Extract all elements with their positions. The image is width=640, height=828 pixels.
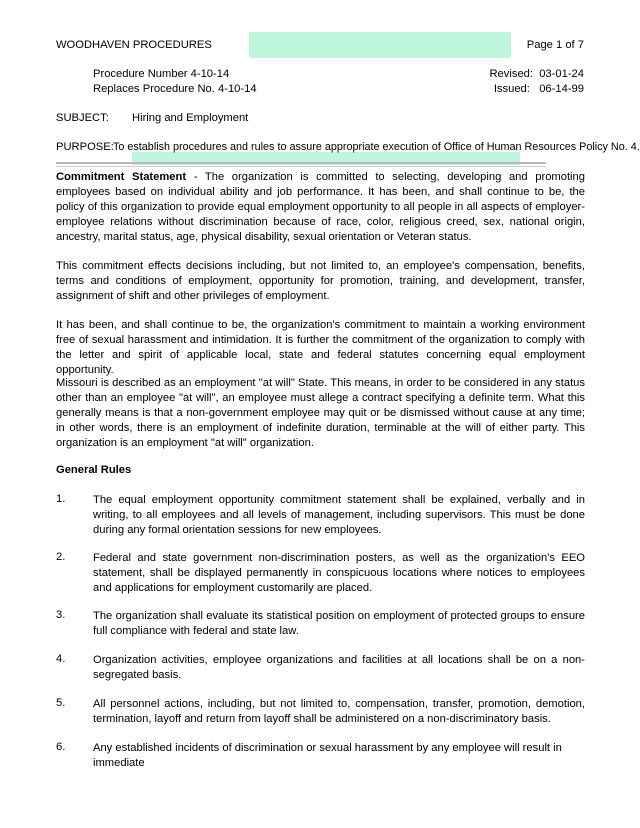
section-divider: [56, 162, 546, 164]
rule-number: 6.: [56, 741, 66, 753]
subject-label: SUBJECT:: [56, 112, 109, 124]
procedure-number: Procedure Number 4-10-14: [93, 68, 230, 80]
rule-number: 2.: [56, 551, 66, 563]
rule-number: 1.: [56, 493, 66, 505]
header-org: WOODHAVEN PROCEDURES: [56, 39, 212, 51]
purpose-label: PURPOSE:: [56, 141, 114, 153]
rule-text: The organization shall evaluate its statistical position on employment of protected groups to ensure full compliance with federal and state law.: [93, 610, 585, 637]
commitment-heading: Commitment Statement: [56, 171, 187, 183]
issued-date: Issued: 06-14-99: [493, 83, 584, 95]
rule-number: 5.: [56, 697, 66, 709]
rule-number: 4.: [56, 653, 66, 665]
paragraph-compensation: This commitment effects decisions including, but not limited to, an employee's compensation, benefits, terms and conditions of employment, opportunity for promotion, training, and development, transfer, assignment of shift and other privileges of employment.: [56, 260, 585, 302]
paragraph-harassment: It has been, and shall continue to be, the organization's commitment to maintain a working environment free of sexual harassment and intimidation. It is further the commitment of the organization to comply with the letter and spirit of applicable local, state and federal statutes concerning equal employment opportunity.: [56, 319, 585, 376]
general-rules-heading: General Rules: [56, 464, 132, 476]
purpose-value: To establish procedures and rules to assure appropriate execution of Office of Human Resources Policy No. 4.: [113, 141, 640, 153]
replaces-procedure: Replaces Procedure No. 4-10-14: [93, 83, 257, 95]
rule-text: All personnel actions, including, but not limited to, compensation, transfer, promotion, demotion, termination, layoff and return from layoff shall be administered on a non-discriminatory basis.: [93, 698, 585, 725]
revised-date: Revised: 03-01-24: [489, 68, 584, 80]
rule-text: The equal employment opportunity commitment statement shall be explained, verbally and in writing, to all employees and all levels of management, including supervisors. This must be done during any formal orientation sessions for new employees.: [93, 494, 585, 536]
rule-text: Organization activities, employee organizations and facilities at all locations shall be on a non-segregated basis.: [93, 654, 585, 681]
rule-number: 3.: [56, 609, 66, 621]
commitment-text: - The organization is committed to selecting, developing and promoting employees based on individual ability and job performance. It has been, and shall continue to be, the policy of this organization to provide equal employment opportunity to all people in all aspects of employer-employee relations without discrimination because of race, color, religious creed, sex, national origin, ancestry, marital status, age, physical disability, sexual orientation or Veteran status.: [56, 171, 585, 243]
subject-value: Hiring and Employment: [132, 112, 249, 124]
paragraph-at-will: Missouri is described as an employment "at will" State. This means, in order to be considered in any status other than an employee "at will", an employee must allege a contract specifying a definite term. What this generally means is that a non-government employee may quit or be dismissed without cause at any time; in other words, there is an employment of indefinite duration, terminable at the will of either party. This organization is an employment "at will" organization.: [56, 377, 585, 449]
commitment-statement: [56, 170, 585, 245]
page-number: Page 1 of 7: [526, 39, 584, 51]
section-divider-thin: [56, 166, 546, 167]
rule-text: Federal and state government non-discrimination posters, as well as the organization's EEO statement, shall be displayed permanently in conspicuous locations where notices to employees and applications for employment customarily are placed.: [93, 552, 585, 594]
rule-text: Any established incidents of discrimination or sexual harassment by any employee will result in immediate: [93, 742, 562, 769]
